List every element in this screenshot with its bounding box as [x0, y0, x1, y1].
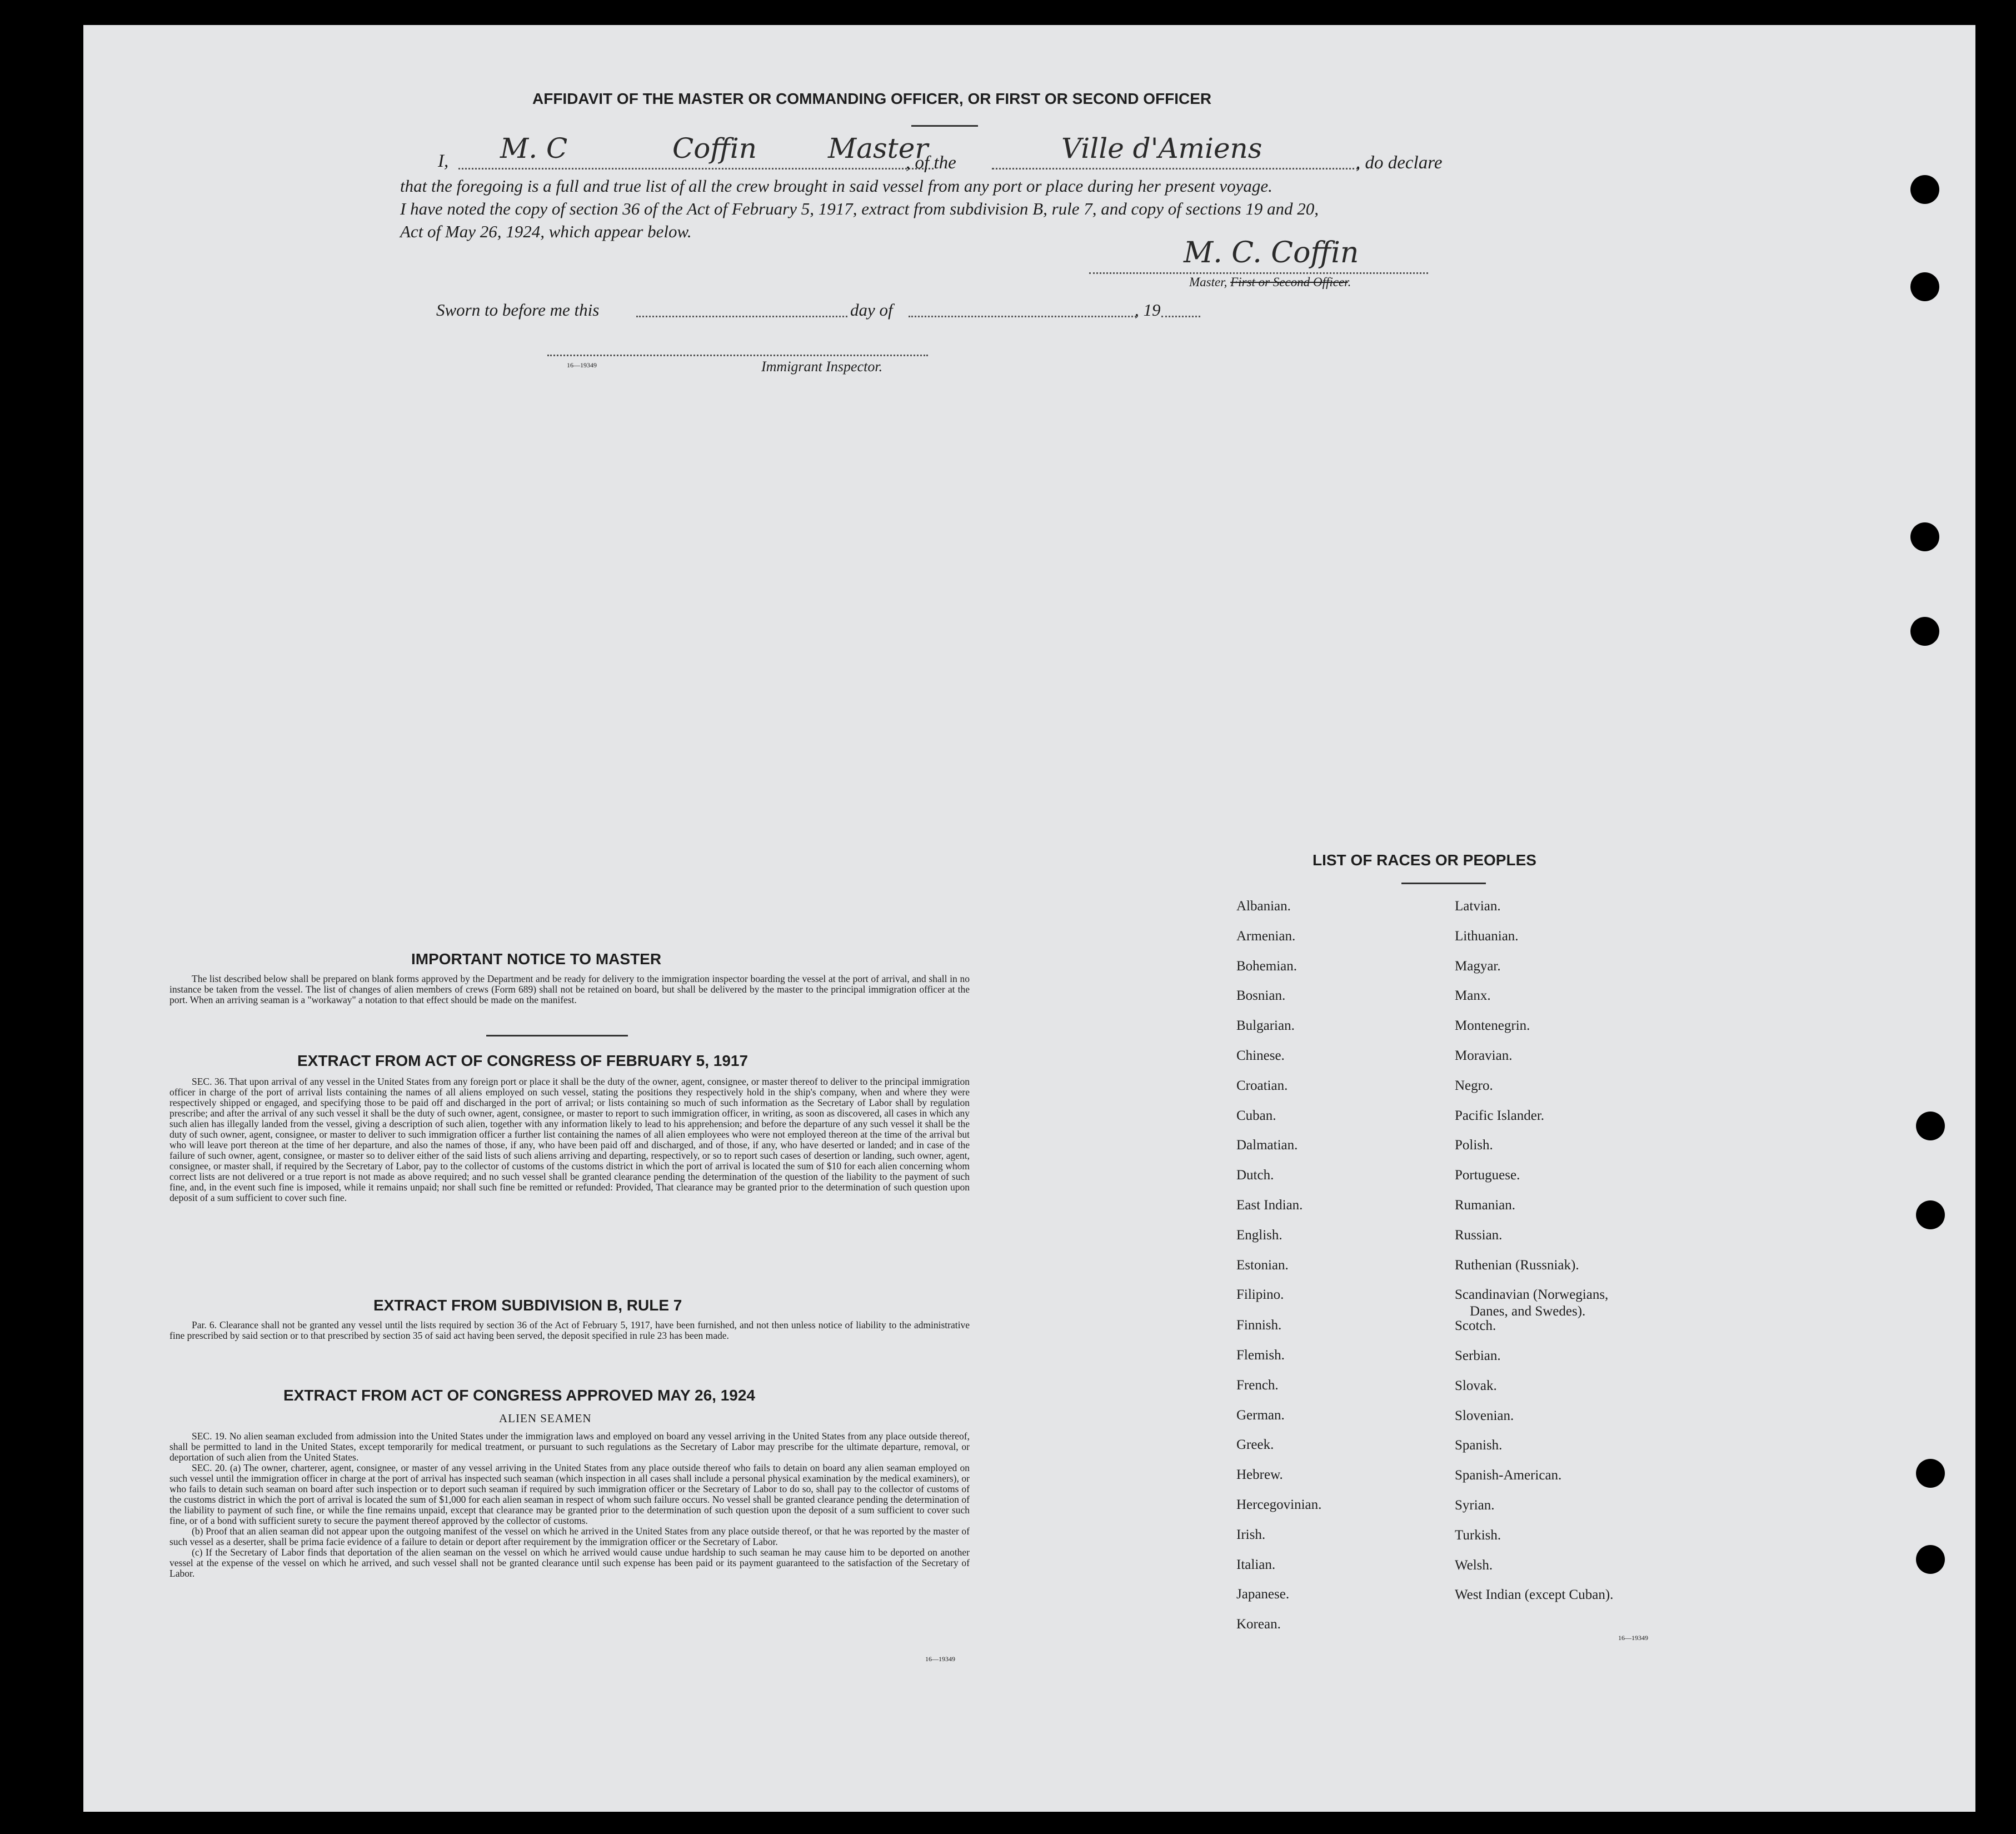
binder-hole: [1916, 1545, 1945, 1574]
master-label-text: Master,: [1189, 275, 1227, 289]
subdivision-b-title: EXTRACT FROM SUBDIVISION B, RULE 7: [373, 1297, 682, 1314]
race-item: Korean.: [1236, 1617, 1281, 1632]
race-item: Danes, and Swedes).: [1470, 1304, 1586, 1319]
inspector-label: Immigrant Inspector.: [761, 358, 883, 375]
race-item: Magyar.: [1455, 958, 1501, 974]
race-item: Hercegovinian.: [1236, 1497, 1322, 1512]
handwritten-vessel: Ville d'Amiens: [1061, 132, 1263, 165]
binder-hole: [1910, 272, 1939, 301]
binder-hole: [1916, 1112, 1945, 1140]
race-item: Hebrew.: [1236, 1467, 1283, 1483]
race-item: Montenegrin.: [1455, 1018, 1530, 1034]
race-item: Portuguese.: [1455, 1168, 1520, 1183]
sec-36-paragraph: SEC. 36. That upon arrival of any vessel in the United States from any foreign port or place it shall be the duty of the owner, agent, consignee, or master thereof to deliver to the principal immigration officer in charge of the port of arrival lists containing the names of all aliens employed on such vessel, stating the positions they respectively hold in the ship's company, when and where they were respectively shipped or engaged, and specifying those to be paid off and discharged in the port of arrival; or lists containing so much of such information as the Secretary of Labor shall by regulation prescribe; and after the arrival of any such vessel it shall be the duty of such owner, agent, consignee, or master to report to such immigration officer, in writing, as soon as discovered, all cases in which any such alien has illegally landed from the vessel, giving a description of such alien, together with any information likely to lead to his apprehension; and before the departure of any such vessel it shall be the duty of such owner, agent, consignee, or master to deliver to such immigration officer a further list containing the names of all alien employees who were not employed thereon at the time of the arrival but who will leave port thereon at the time of her departure, and also the names of those, if any, who have been paid off and discharged, and of those, if any, who have deserted or landed; and in case of the failure of such owner, agent, consignee, or master so to deliver either of the said lists of such aliens arriving and departing, respectively, or so to report such cases of desertion or landing, such owner, agent, consignee, or master shall, if required by the Secretary of Labor, pay to the collector of customs of the customs district in which the port of arrival is located the sum of $10 for each alien concerning whom correct lists are not delivered or a true report is not made as above required; and no such vessel shall be granted clearance pending the determination of the question of the liability to the payment of such fine, and, in the event such fine is imposed, while it remains unpaid; nor shall such fine be remitted or refunded: Provided, That clearance may be granted prior to the determination of such question upon deposit of a sum sufficient to cover such fine.: [169, 1076, 970, 1203]
race-item: Filipino.: [1236, 1287, 1284, 1303]
extract-1924-text: [169, 1431, 970, 1579]
binder-hole: [1916, 1459, 1945, 1488]
signature-line: [1089, 272, 1428, 274]
affidavit-line-3: I have noted the copy of section 36 of the Act of February 5, 1917, extract from subdivision B, rule 7, and copy of sections 19 and 20,: [400, 199, 1319, 218]
master-name-line: [458, 168, 934, 170]
race-item: Pacific Islander.: [1455, 1108, 1545, 1123]
extract-1924-title: EXTRACT FROM ACT OF CONGRESS APPROVED MAY 26, 1924: [283, 1387, 755, 1404]
divider: [1401, 883, 1486, 884]
race-item: Russian.: [1455, 1227, 1503, 1243]
race-item: Cuban.: [1236, 1108, 1276, 1123]
extract-1917-text: [169, 1077, 970, 1203]
race-item: West Indian (except Cuban).: [1455, 1587, 1614, 1603]
race-item: Scotch.: [1455, 1318, 1496, 1334]
sworn-year: , 19: [1135, 300, 1161, 320]
race-item: Dutch.: [1236, 1168, 1274, 1183]
sworn-year-line: [1161, 316, 1200, 317]
race-item: Polish.: [1455, 1138, 1493, 1153]
divider: [486, 1035, 628, 1036]
sworn-month-line: [909, 316, 1136, 317]
race-item: Italian.: [1236, 1557, 1276, 1572]
race-item: Flemish.: [1236, 1348, 1285, 1363]
notice-title: IMPORTANT NOTICE TO MASTER: [411, 950, 662, 968]
race-item: Spanish-American.: [1455, 1468, 1562, 1483]
handwritten-signature: M. C. Coffin: [1184, 236, 1359, 270]
master-label-end: .: [1348, 275, 1351, 289]
affidavit-line-4: Act of May 26, 1924, which appear below.: [400, 222, 692, 241]
race-item: Negro.: [1455, 1078, 1493, 1093]
race-item: Greek.: [1236, 1437, 1274, 1453]
sec-20b-paragraph: (b) Proof that an alien seaman did not appear upon the outgoing manifest of the vessel on which he arrived in the United States from any place outside thereof, or that he was reported by the master of such vessel as a deserter, shall be prima facie evidence of a failure to detain or deport after requirement by the immigration officer or the Secretary of Labor.: [169, 1526, 970, 1547]
sworn-day-line: [636, 316, 847, 317]
race-item: Estonian.: [1236, 1257, 1289, 1273]
vessel-name-line: [992, 168, 1359, 170]
race-item: East Indian.: [1236, 1198, 1303, 1213]
race-item: Turkish.: [1455, 1527, 1501, 1543]
race-item: Spanish.: [1455, 1438, 1503, 1453]
par-6-paragraph: Par. 6. Clearance shall not be granted any vessel until the lists required by section 36 of the Act of February 5, 1917, have been furnished, and not then unless notice of liability to the administrative fine prescribed by said section or to that prescribed by section 35 of said act having been served, the deposit specified in rule 23 has been made.: [169, 1319, 970, 1341]
race-item: Croatian.: [1236, 1078, 1288, 1093]
form-number: 16—19349: [1618, 1634, 1648, 1642]
race-item: Slovenian.: [1455, 1408, 1514, 1423]
handwritten-surname: Coffin: [672, 132, 757, 165]
binder-hole: [1910, 522, 1939, 551]
extract-1917-title: EXTRACT FROM ACT OF CONGRESS OF FEBRUARY 5, 1917: [297, 1052, 748, 1069]
form-number: 16—19349: [567, 361, 597, 369]
race-item: Finnish.: [1236, 1318, 1282, 1333]
races-title: LIST OF RACES OR PEOPLES: [1313, 851, 1536, 869]
race-item: Scandinavian (Norwegians,: [1455, 1287, 1609, 1303]
sworn-prefix: Sworn to before me this: [436, 300, 600, 320]
race-item: Slovak.: [1455, 1378, 1497, 1393]
race-item: Japanese.: [1236, 1587, 1290, 1602]
race-item: Rumanian.: [1455, 1198, 1516, 1213]
inspector-line: [547, 355, 928, 356]
divider: [911, 125, 978, 127]
binder-hole: [1916, 1200, 1945, 1229]
handwritten-title: Master: [828, 132, 929, 165]
master-label: [1189, 275, 1351, 290]
sec-20c-paragraph: (c) If the Secretary of Labor finds that deportation of the alien seaman on the vessel on which he arrived would cause undue hardship to such seaman he may cause him to be deported on another vessel at the expense of the vessel on which he arrived, and such vessel shall not be granted clearance until such expense has been paid or its payment guaranteed to the satisfaction of the Secretary of Labor.: [169, 1547, 970, 1579]
race-item: Ruthenian (Russniak).: [1455, 1257, 1579, 1273]
race-item: Moravian.: [1455, 1048, 1513, 1063]
sec-19-paragraph: SEC. 19. No alien seaman excluded from admission into the United States under the immigration laws and employed on board any vessel arriving in the United States from any place outside thereof, shall be permitted to land in the United States, except temporarily for medical treatment, or pursuant to such regulations as the Secretary of Labor may prescribe for the ultimate departure, removal, or deportation of such alien from the United States.: [169, 1431, 970, 1463]
race-item: Serbian.: [1455, 1348, 1501, 1363]
affidavit-of-the: , of the: [906, 153, 956, 173]
race-item: Latvian.: [1455, 899, 1501, 914]
affidavit-title: AFFIDAVIT OF THE MASTER OR COMMANDING OFFICER, OR FIRST OR SECOND OFFICER: [532, 90, 1212, 107]
affidavit-i: I,: [438, 151, 449, 171]
race-item: Manx.: [1455, 988, 1491, 1004]
notice-text: [169, 974, 970, 1005]
race-item: Syrian.: [1455, 1498, 1495, 1513]
race-item: French.: [1236, 1377, 1279, 1393]
affidavit-do-declare: , do declare: [1356, 153, 1443, 173]
sec-20a-paragraph: SEC. 20. (a) The owner, charterer, agent, consignee, or master of any vessel arriving in the United States from any place outside thereof who fails to detain on board any alien seaman employed on such vessel until the immigration officer in charge at the port of arrival has inspected such seaman (which inspection in all cases shall include a personal physical examination by the medical examiners), or who fails to detain such seaman on board after such inspection or to deport such seaman if required by such immigration officer or the Secretary of Labor to do so, shall pay to the collector of customs of the customs district in which the port of arrival is located the sum of $1,000 for each alien seaman in respect of whom such failure occurs. No vessel shall be granted clearance pending the determination of the liability to payment of such fine, or while the fine remains unpaid, except that clearance may be granted prior to the determination of such question upon the deposit of a sum sufficient to cover such fine, or of a bond with sufficient surety to secure the payment thereof approved by the collector of customs.: [169, 1462, 970, 1526]
form-number: 16—19349: [925, 1655, 955, 1663]
sworn-day-of: day of: [850, 300, 893, 320]
race-item: Bohemian.: [1236, 958, 1298, 974]
race-item: Lithuanian.: [1455, 928, 1519, 944]
alien-seamen-subtitle: ALIEN SEAMEN: [499, 1412, 592, 1425]
struck-officer-label: First or Second Officer: [1230, 275, 1348, 289]
race-item: Chinese.: [1236, 1048, 1285, 1063]
race-item: Dalmatian.: [1236, 1138, 1298, 1153]
race-item: Albanian.: [1236, 899, 1291, 914]
race-item: Irish.: [1236, 1527, 1266, 1542]
race-item: Bulgarian.: [1236, 1018, 1295, 1034]
notice-paragraph: The list described below shall be prepared on blank forms approved by the Department and be ready for delivery to the immigration inspector boarding the vessel at the port of arrival, and shall in no instance be taken from the vessel. The list of changes of alien members of crews (Form 689) shall not be retained on board, but shall be delivered by the master to the principal immigration officer at the port. When an arriving seaman is a "workaway" a notation to that effect should be made on the manifest.: [169, 973, 970, 1005]
race-item: Welsh.: [1455, 1557, 1493, 1573]
race-item: English.: [1236, 1227, 1283, 1243]
binder-hole: [1910, 617, 1939, 646]
affidavit-line-2: that the foregoing is a full and true list of all the crew brought in said vessel from any port or place during her present voyage.: [400, 176, 1273, 196]
race-item: Bosnian.: [1236, 988, 1286, 1004]
race-item: Armenian.: [1236, 928, 1296, 944]
race-item: German.: [1236, 1407, 1285, 1423]
binder-hole: [1910, 175, 1939, 204]
handwritten-initials: M. C: [500, 132, 568, 165]
subdivision-b-text: [169, 1320, 970, 1341]
